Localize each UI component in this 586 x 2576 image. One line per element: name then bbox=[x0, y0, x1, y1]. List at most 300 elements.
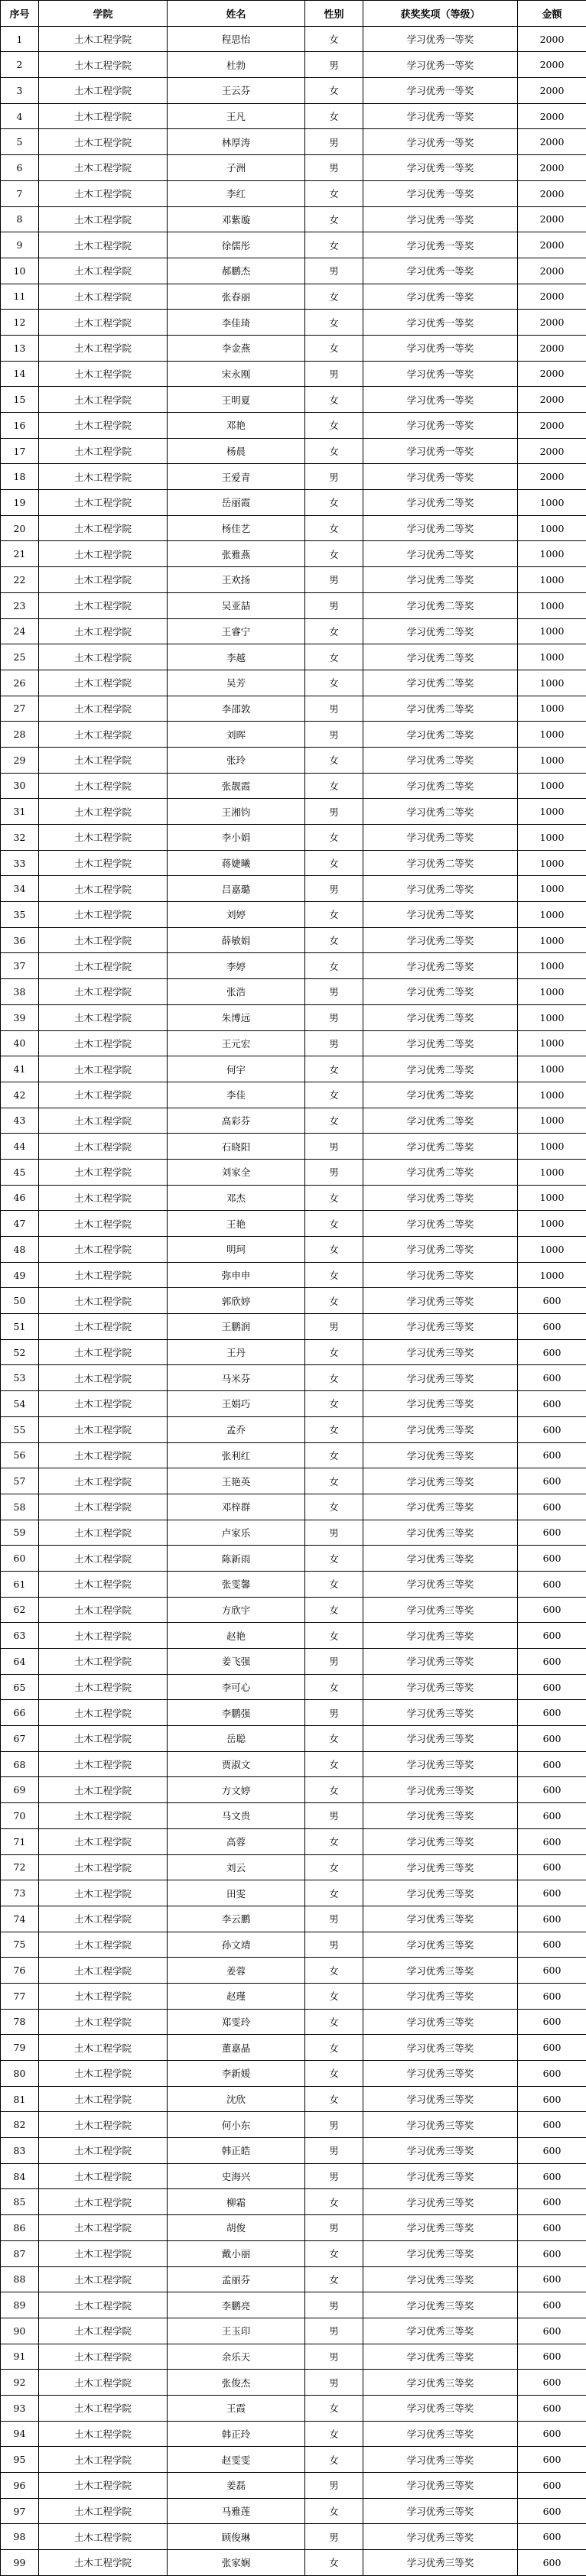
table-row bbox=[1, 1520, 586, 1546]
cell-index: 25 bbox=[1, 644, 39, 670]
table-row bbox=[1, 129, 586, 155]
cell-school: 土木工程学院 bbox=[39, 387, 168, 413]
cell-amount: 600 bbox=[518, 1494, 586, 1520]
cell-award: 学习优秀三等奖 bbox=[363, 1828, 518, 1854]
cell-gender: 女 bbox=[305, 103, 363, 129]
header-index: 序号 bbox=[1, 1, 39, 27]
cell-amount: 600 bbox=[518, 2524, 586, 2550]
table-row bbox=[1, 1442, 586, 1468]
cell-name: 田雯 bbox=[168, 1880, 305, 1906]
cell-gender: 女 bbox=[305, 1056, 363, 1082]
cell-index: 36 bbox=[1, 927, 39, 953]
cell-school: 土木工程学院 bbox=[39, 413, 168, 439]
cell-index: 54 bbox=[1, 1391, 39, 1417]
cell-name: 王明夏 bbox=[168, 387, 305, 413]
cell-name: 马雅莲 bbox=[168, 2498, 305, 2524]
cell-school: 土木工程学院 bbox=[39, 206, 168, 232]
cell-index: 2 bbox=[1, 52, 39, 78]
cell-name: 邓紫璇 bbox=[168, 206, 305, 232]
table-row bbox=[1, 850, 586, 876]
cell-gender: 女 bbox=[305, 1082, 363, 1108]
cell-name: 余乐天 bbox=[168, 2344, 305, 2370]
cell-award: 学习优秀三等奖 bbox=[363, 1391, 518, 1417]
cell-school: 土木工程学院 bbox=[39, 2318, 168, 2344]
cell-gender: 男 bbox=[305, 592, 363, 618]
cell-gender: 女 bbox=[305, 1211, 363, 1237]
cell-gender: 女 bbox=[305, 1854, 363, 1880]
cell-amount: 600 bbox=[518, 2138, 586, 2164]
cell-gender: 女 bbox=[305, 1674, 363, 1700]
cell-award: 学习优秀三等奖 bbox=[363, 1623, 518, 1649]
cell-amount: 1000 bbox=[518, 1108, 586, 1134]
cell-award: 学习优秀二等奖 bbox=[363, 825, 518, 851]
cell-gender: 男 bbox=[305, 696, 363, 722]
cell-school: 土木工程学院 bbox=[39, 232, 168, 258]
table-row bbox=[1, 1108, 586, 1134]
cell-award: 学习优秀三等奖 bbox=[363, 1546, 518, 1572]
cell-amount: 600 bbox=[518, 1751, 586, 1777]
cell-award: 学习优秀三等奖 bbox=[363, 2189, 518, 2215]
cell-amount: 600 bbox=[518, 1314, 586, 1340]
cell-name: 张玲 bbox=[168, 747, 305, 773]
table-row bbox=[1, 1828, 586, 1854]
cell-name: 李佳琦 bbox=[168, 310, 305, 336]
header-name: 姓名 bbox=[168, 1, 305, 27]
cell-award: 学习优秀三等奖 bbox=[363, 1906, 518, 1932]
cell-index: 38 bbox=[1, 979, 39, 1005]
cell-gender: 男 bbox=[305, 1134, 363, 1160]
cell-amount: 600 bbox=[518, 2266, 586, 2292]
cell-gender: 女 bbox=[305, 2266, 363, 2292]
cell-index: 68 bbox=[1, 1751, 39, 1777]
cell-gender: 女 bbox=[305, 850, 363, 876]
cell-amount: 600 bbox=[518, 1958, 586, 1984]
cell-index: 47 bbox=[1, 1211, 39, 1237]
cell-name: 王凡 bbox=[168, 103, 305, 129]
cell-award: 学习优秀二等奖 bbox=[363, 644, 518, 670]
table-row bbox=[1, 2550, 586, 2576]
cell-index: 37 bbox=[1, 953, 39, 979]
cell-school: 土木工程学院 bbox=[39, 2112, 168, 2138]
cell-school: 土木工程学院 bbox=[39, 644, 168, 670]
cell-amount: 1000 bbox=[518, 1134, 586, 1160]
table-row bbox=[1, 180, 586, 206]
cell-school: 土木工程学院 bbox=[39, 2421, 168, 2447]
cell-index: 10 bbox=[1, 258, 39, 284]
cell-amount: 600 bbox=[518, 1339, 586, 1365]
table-row bbox=[1, 2447, 586, 2473]
cell-award: 学习优秀三等奖 bbox=[363, 2395, 518, 2421]
table-row bbox=[1, 644, 586, 670]
cell-amount: 1000 bbox=[518, 799, 586, 825]
cell-award: 学习优秀二等奖 bbox=[363, 799, 518, 825]
cell-school: 土木工程学院 bbox=[39, 2035, 168, 2061]
cell-award: 学习优秀三等奖 bbox=[363, 2138, 518, 2164]
cell-gender: 女 bbox=[305, 1108, 363, 1134]
cell-school: 土木工程学院 bbox=[39, 1546, 168, 1572]
cell-gender: 女 bbox=[305, 387, 363, 413]
cell-amount: 2000 bbox=[518, 78, 586, 104]
cell-award: 学习优秀三等奖 bbox=[363, 1468, 518, 1494]
cell-name: 李可心 bbox=[168, 1674, 305, 1700]
cell-award: 学习优秀三等奖 bbox=[363, 1520, 518, 1546]
cell-index: 66 bbox=[1, 1700, 39, 1726]
cell-gender: 女 bbox=[305, 515, 363, 541]
cell-name: 姜飞强 bbox=[168, 1649, 305, 1675]
cell-school: 土木工程学院 bbox=[39, 1906, 168, 1932]
table-row bbox=[1, 1159, 586, 1185]
cell-name: 石晓阳 bbox=[168, 1134, 305, 1160]
cell-gender: 男 bbox=[305, 2524, 363, 2550]
cell-name: 明珂 bbox=[168, 1237, 305, 1263]
table-row bbox=[1, 670, 586, 696]
cell-index: 75 bbox=[1, 1932, 39, 1958]
cell-name: 张利红 bbox=[168, 1442, 305, 1468]
cell-gender: 男 bbox=[305, 2370, 363, 2396]
cell-gender: 女 bbox=[305, 1751, 363, 1777]
cell-award: 学习优秀三等奖 bbox=[363, 2061, 518, 2087]
cell-gender: 女 bbox=[305, 1571, 363, 1597]
cell-amount: 600 bbox=[518, 2061, 586, 2087]
cell-amount: 1000 bbox=[518, 644, 586, 670]
cell-name: 张俊杰 bbox=[168, 2370, 305, 2396]
cell-name: 林厚涛 bbox=[168, 129, 305, 155]
cell-name: 张雅燕 bbox=[168, 541, 305, 567]
cell-amount: 600 bbox=[518, 1700, 586, 1726]
cell-amount: 600 bbox=[518, 1520, 586, 1546]
cell-gender: 女 bbox=[305, 1416, 363, 1442]
table-row bbox=[1, 696, 586, 722]
cell-school: 土木工程学院 bbox=[39, 1597, 168, 1623]
table-row bbox=[1, 2215, 586, 2241]
table-row bbox=[1, 2395, 586, 2421]
cell-school: 土木工程学院 bbox=[39, 2138, 168, 2164]
table-row bbox=[1, 103, 586, 129]
cell-award: 学习优秀三等奖 bbox=[363, 1777, 518, 1803]
header-award: 获奖奖项（等级） bbox=[363, 1, 518, 27]
cell-award: 学习优秀三等奖 bbox=[363, 1597, 518, 1623]
cell-award: 学习优秀三等奖 bbox=[363, 2344, 518, 2370]
table-row bbox=[1, 1237, 586, 1263]
cell-amount: 1000 bbox=[518, 876, 586, 902]
cell-name: 朱博远 bbox=[168, 1004, 305, 1030]
cell-amount: 2000 bbox=[518, 180, 586, 206]
cell-amount: 2000 bbox=[518, 52, 586, 78]
cell-index: 76 bbox=[1, 1958, 39, 1984]
cell-school: 土木工程学院 bbox=[39, 696, 168, 722]
cell-award: 学习优秀二等奖 bbox=[363, 1211, 518, 1237]
cell-school: 土木工程学院 bbox=[39, 1159, 168, 1185]
cell-index: 19 bbox=[1, 490, 39, 516]
cell-gender: 男 bbox=[305, 2473, 363, 2499]
cell-award: 学习优秀一等奖 bbox=[363, 155, 518, 181]
cell-gender: 女 bbox=[305, 2086, 363, 2112]
cell-school: 土木工程学院 bbox=[39, 1700, 168, 1726]
cell-name: 戴小丽 bbox=[168, 2240, 305, 2266]
cell-index: 45 bbox=[1, 1159, 39, 1185]
cell-index: 40 bbox=[1, 1030, 39, 1056]
cell-award: 学习优秀三等奖 bbox=[363, 2163, 518, 2189]
cell-amount: 2000 bbox=[518, 310, 586, 336]
cell-school: 土木工程学院 bbox=[39, 1520, 168, 1546]
cell-school: 土木工程学院 bbox=[39, 1030, 168, 1056]
cell-award: 学习优秀二等奖 bbox=[363, 490, 518, 516]
cell-award: 学习优秀三等奖 bbox=[363, 2473, 518, 2499]
cell-award: 学习优秀二等奖 bbox=[363, 541, 518, 567]
cell-school: 土木工程学院 bbox=[39, 2524, 168, 2550]
cell-name: 孟乔 bbox=[168, 1416, 305, 1442]
cell-amount: 1000 bbox=[518, 825, 586, 851]
cell-gender: 男 bbox=[305, 1314, 363, 1340]
cell-gender: 女 bbox=[305, 2421, 363, 2447]
cell-name: 王艳 bbox=[168, 1211, 305, 1237]
table-row bbox=[1, 515, 586, 541]
cell-school: 土木工程学院 bbox=[39, 2473, 168, 2499]
table-row bbox=[1, 438, 586, 464]
cell-index: 9 bbox=[1, 232, 39, 258]
table-row bbox=[1, 1854, 586, 1880]
cell-index: 61 bbox=[1, 1571, 39, 1597]
table-row bbox=[1, 541, 586, 567]
cell-gender: 女 bbox=[305, 2189, 363, 2215]
cell-award: 学习优秀二等奖 bbox=[363, 722, 518, 748]
cell-amount: 600 bbox=[518, 1854, 586, 1880]
cell-name: 马米芬 bbox=[168, 1365, 305, 1391]
cell-award: 学习优秀三等奖 bbox=[363, 2421, 518, 2447]
cell-index: 55 bbox=[1, 1416, 39, 1442]
cell-name: 王娟巧 bbox=[168, 1391, 305, 1417]
cell-index: 71 bbox=[1, 1828, 39, 1854]
cell-name: 王霞 bbox=[168, 2395, 305, 2421]
cell-index: 53 bbox=[1, 1365, 39, 1391]
cell-index: 48 bbox=[1, 1237, 39, 1263]
cell-name: 吴亚喆 bbox=[168, 592, 305, 618]
cell-amount: 2000 bbox=[518, 464, 586, 490]
cell-school: 土木工程学院 bbox=[39, 1726, 168, 1752]
table-row bbox=[1, 2498, 586, 2524]
cell-gender: 女 bbox=[305, 670, 363, 696]
table-row bbox=[1, 1983, 586, 2009]
table-row bbox=[1, 1262, 586, 1288]
cell-index: 24 bbox=[1, 618, 39, 644]
cell-index: 90 bbox=[1, 2318, 39, 2344]
cell-index: 49 bbox=[1, 1262, 39, 1288]
cell-award: 学习优秀一等奖 bbox=[363, 103, 518, 129]
cell-award: 学习优秀一等奖 bbox=[363, 464, 518, 490]
cell-name: 董嘉晶 bbox=[168, 2035, 305, 2061]
cell-school: 土木工程学院 bbox=[39, 1416, 168, 1442]
cell-name: 王艳英 bbox=[168, 1468, 305, 1494]
cell-gender: 女 bbox=[305, 1597, 363, 1623]
table-row bbox=[1, 1751, 586, 1777]
cell-name: 姜蓉 bbox=[168, 1958, 305, 1984]
cell-school: 土木工程学院 bbox=[39, 2395, 168, 2421]
cell-index: 81 bbox=[1, 2086, 39, 2112]
header-row bbox=[1, 1, 586, 27]
cell-award: 学习优秀一等奖 bbox=[363, 258, 518, 284]
cell-gender: 女 bbox=[305, 773, 363, 799]
cell-index: 26 bbox=[1, 670, 39, 696]
cell-gender: 女 bbox=[305, 1442, 363, 1468]
cell-name: 柳霜 bbox=[168, 2189, 305, 2215]
cell-index: 58 bbox=[1, 1494, 39, 1520]
cell-index: 43 bbox=[1, 1108, 39, 1134]
cell-school: 土木工程学院 bbox=[39, 1468, 168, 1494]
cell-amount: 2000 bbox=[518, 387, 586, 413]
table-row bbox=[1, 1494, 586, 1520]
cell-index: 18 bbox=[1, 464, 39, 490]
cell-index: 69 bbox=[1, 1777, 39, 1803]
cell-amount: 1000 bbox=[518, 592, 586, 618]
cell-name: 何小东 bbox=[168, 2112, 305, 2138]
cell-name: 李鹏亮 bbox=[168, 2292, 305, 2318]
cell-school: 土木工程学院 bbox=[39, 799, 168, 825]
cell-gender: 女 bbox=[305, 2009, 363, 2035]
cell-index: 44 bbox=[1, 1134, 39, 1160]
cell-gender: 女 bbox=[305, 1828, 363, 1854]
cell-award: 学习优秀三等奖 bbox=[363, 1983, 518, 2009]
cell-school: 土木工程学院 bbox=[39, 1004, 168, 1030]
header-school: 学院 bbox=[39, 1, 168, 27]
table-row bbox=[1, 618, 586, 644]
cell-name: 韩正皓 bbox=[168, 2138, 305, 2164]
cell-gender: 女 bbox=[305, 1288, 363, 1314]
cell-name: 孟丽芬 bbox=[168, 2266, 305, 2292]
table-row bbox=[1, 310, 586, 336]
table-row bbox=[1, 361, 586, 387]
table-row bbox=[1, 1004, 586, 1030]
cell-award: 学习优秀三等奖 bbox=[363, 2550, 518, 2576]
cell-school: 土木工程学院 bbox=[39, 1983, 168, 2009]
cell-award: 学习优秀三等奖 bbox=[363, 1958, 518, 1984]
cell-award: 学习优秀一等奖 bbox=[363, 438, 518, 464]
cell-award: 学习优秀二等奖 bbox=[363, 902, 518, 928]
cell-index: 82 bbox=[1, 2112, 39, 2138]
cell-gender: 女 bbox=[305, 1468, 363, 1494]
table-row bbox=[1, 2524, 586, 2550]
cell-amount: 1000 bbox=[518, 953, 586, 979]
cell-school: 土木工程学院 bbox=[39, 567, 168, 593]
cell-name: 李婷 bbox=[168, 953, 305, 979]
table-row bbox=[1, 1597, 586, 1623]
cell-amount: 1000 bbox=[518, 541, 586, 567]
cell-index: 63 bbox=[1, 1623, 39, 1649]
cell-amount: 1000 bbox=[518, 1159, 586, 1185]
cell-name: 刘晖 bbox=[168, 722, 305, 748]
cell-gender: 女 bbox=[305, 1365, 363, 1391]
table-row bbox=[1, 799, 586, 825]
cell-index: 57 bbox=[1, 1468, 39, 1494]
cell-index: 1 bbox=[1, 26, 39, 52]
table-row bbox=[1, 722, 586, 748]
cell-index: 59 bbox=[1, 1520, 39, 1546]
table-row bbox=[1, 52, 586, 78]
cell-name: 孙文靖 bbox=[168, 1932, 305, 1958]
cell-school: 土木工程学院 bbox=[39, 52, 168, 78]
cell-school: 土木工程学院 bbox=[39, 258, 168, 284]
cell-award: 学习优秀三等奖 bbox=[363, 1726, 518, 1752]
cell-index: 23 bbox=[1, 592, 39, 618]
cell-award: 学习优秀二等奖 bbox=[363, 515, 518, 541]
cell-name: 郑雯玲 bbox=[168, 2009, 305, 2035]
cell-gender: 男 bbox=[305, 1004, 363, 1030]
cell-amount: 600 bbox=[518, 2215, 586, 2241]
cell-gender: 男 bbox=[305, 799, 363, 825]
cell-name: 张浩 bbox=[168, 979, 305, 1005]
cell-award: 学习优秀二等奖 bbox=[363, 1030, 518, 1056]
cell-gender: 女 bbox=[305, 1391, 363, 1417]
cell-index: 84 bbox=[1, 2163, 39, 2189]
cell-school: 土木工程学院 bbox=[39, 825, 168, 851]
cell-name: 李佳 bbox=[168, 1082, 305, 1108]
cell-name: 张雯馨 bbox=[168, 1571, 305, 1597]
cell-school: 土木工程学院 bbox=[39, 1494, 168, 1520]
cell-index: 20 bbox=[1, 515, 39, 541]
cell-school: 土木工程学院 bbox=[39, 1571, 168, 1597]
cell-award: 学习优秀三等奖 bbox=[363, 1854, 518, 1880]
cell-award: 学习优秀二等奖 bbox=[363, 927, 518, 953]
cell-index: 62 bbox=[1, 1597, 39, 1623]
cell-index: 78 bbox=[1, 2009, 39, 2035]
cell-name: 杨佳艺 bbox=[168, 515, 305, 541]
cell-name: 张春丽 bbox=[168, 284, 305, 310]
cell-award: 学习优秀三等奖 bbox=[363, 2009, 518, 2035]
cell-name: 高彩芬 bbox=[168, 1108, 305, 1134]
cell-amount: 1000 bbox=[518, 1237, 586, 1263]
cell-index: 83 bbox=[1, 2138, 39, 2164]
cell-school: 土木工程学院 bbox=[39, 1108, 168, 1134]
cell-amount: 1000 bbox=[518, 850, 586, 876]
cell-index: 95 bbox=[1, 2447, 39, 2473]
cell-index: 93 bbox=[1, 2395, 39, 2421]
cell-school: 土木工程学院 bbox=[39, 722, 168, 748]
cell-school: 土木工程学院 bbox=[39, 284, 168, 310]
cell-school: 土木工程学院 bbox=[39, 1339, 168, 1365]
cell-index: 4 bbox=[1, 103, 39, 129]
cell-index: 79 bbox=[1, 2035, 39, 2061]
cell-index: 67 bbox=[1, 1726, 39, 1752]
table-row bbox=[1, 2266, 586, 2292]
cell-gender: 女 bbox=[305, 310, 363, 336]
cell-gender: 男 bbox=[305, 464, 363, 490]
cell-index: 29 bbox=[1, 747, 39, 773]
cell-index: 32 bbox=[1, 825, 39, 851]
cell-name: 弥申申 bbox=[168, 1262, 305, 1288]
table-row bbox=[1, 26, 586, 52]
cell-amount: 1000 bbox=[518, 747, 586, 773]
cell-gender: 男 bbox=[305, 722, 363, 748]
cell-award: 学习优秀三等奖 bbox=[363, 1700, 518, 1726]
cell-gender: 男 bbox=[305, 2318, 363, 2344]
cell-school: 土木工程学院 bbox=[39, 876, 168, 902]
cell-gender: 女 bbox=[305, 2498, 363, 2524]
table-row bbox=[1, 979, 586, 1005]
cell-school: 土木工程学院 bbox=[39, 180, 168, 206]
cell-school: 土木工程学院 bbox=[39, 1777, 168, 1803]
cell-award: 学习优秀三等奖 bbox=[363, 1751, 518, 1777]
cell-amount: 2000 bbox=[518, 335, 586, 361]
cell-award: 学习优秀一等奖 bbox=[363, 361, 518, 387]
table-row bbox=[1, 1674, 586, 1700]
cell-school: 土木工程学院 bbox=[39, 1442, 168, 1468]
cell-school: 土木工程学院 bbox=[39, 1828, 168, 1854]
cell-school: 土木工程学院 bbox=[39, 2266, 168, 2292]
cell-award: 学习优秀二等奖 bbox=[363, 1056, 518, 1082]
cell-index: 31 bbox=[1, 799, 39, 825]
cell-gender: 女 bbox=[305, 747, 363, 773]
cell-gender: 男 bbox=[305, 876, 363, 902]
cell-school: 土木工程学院 bbox=[39, 1134, 168, 1160]
